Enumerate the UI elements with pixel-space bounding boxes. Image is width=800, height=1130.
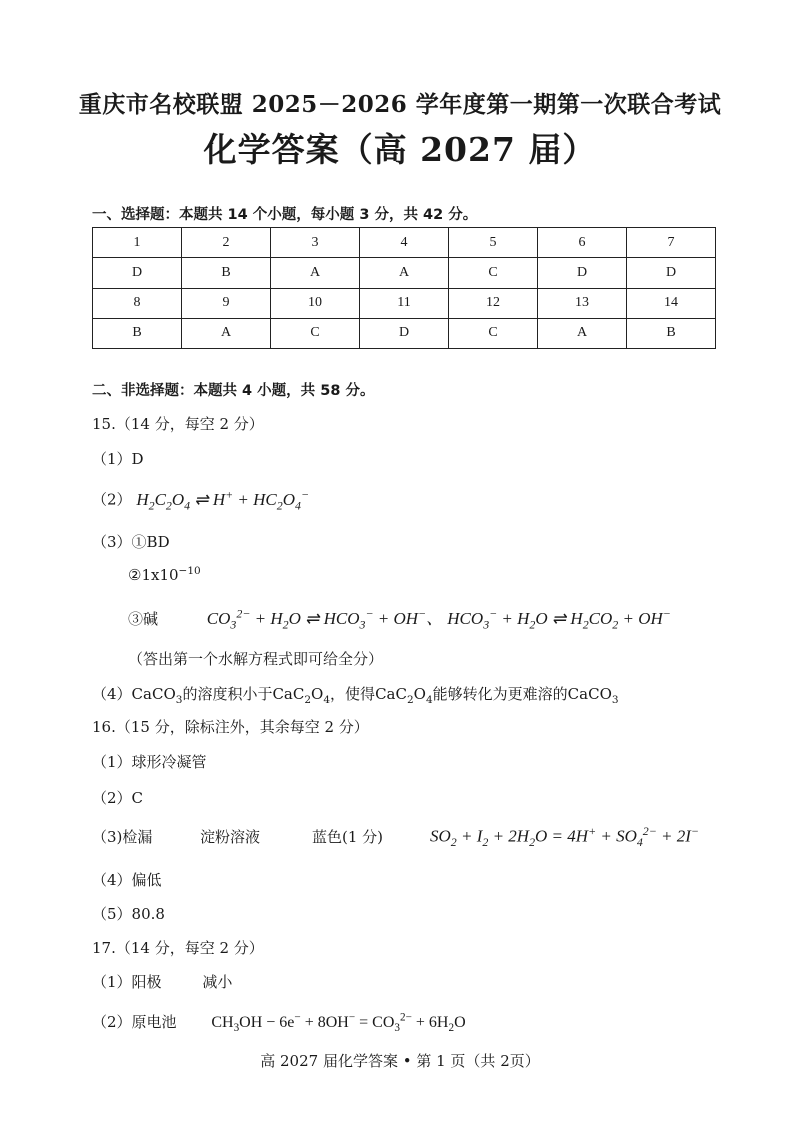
table-cell: D [538,258,627,288]
section1-heading: 一、选择题：本题共 14 个小题，每小题 3 分，共 42 分。 [92,207,478,223]
q15-title: 15.（14 分，每空 2 分） [92,415,264,433]
table-cell: 12 [449,288,538,318]
table-cell: 10 [271,288,360,318]
q15-answer-4-text2: ，使得 [330,685,376,703]
table-row-question-numbers [93,228,716,258]
q16-title: 16.（15 分，除标注外，其余每空 2 分） [92,718,369,736]
table-row-answers [93,258,716,288]
table-cell: 11 [360,288,449,318]
table-cell: D [627,258,716,288]
table-row-answers [93,318,716,348]
choice-answer-table [92,227,716,349]
exam-title: 重庆市名校联盟 2025－2026 学年度第一期第一次联合考试 [78,91,722,118]
q15-answer-3-3 [128,604,671,632]
q17-answer-1-b: 减小 [202,973,233,991]
q16-answer-5: （5）80.8 [92,905,165,923]
q17-answer-2-label: （2）原电池 [92,1013,177,1031]
table-cell: B [93,318,182,348]
table-cell: C [449,258,538,288]
q17-answer-2 [92,1011,466,1034]
table-cell: A [538,318,627,348]
table-cell: 3 [271,228,360,258]
q15-ksp-value: ②1x10 [128,566,179,584]
table-cell: B [627,318,716,348]
table-cell: D [360,318,449,348]
table-cell: 2 [182,228,271,258]
table-cell: 8 [93,288,182,318]
table-cell: 7 [627,228,716,258]
q15-answer-3-3-label: ③碱 [128,610,159,628]
q17-equation: $CH_3OH - 6e^- + 8OH^- = CO_3^{2-} + 6H_2O$ [211,1011,466,1035]
q16-equation: $SO_2 + I_2 + 2H_2O = 4H^+ + SO_4^{2-} + 2I^-$ [430,824,699,850]
q17-answer-1 [92,971,232,992]
table-cell: 1 [93,228,182,258]
q15-note: （答出第一个水解方程式即可给全分） [128,650,384,668]
q15-answer-2 [92,487,309,513]
q17-title: 17.（14 分，每空 2 分） [92,939,264,957]
q15-answer-4-label: （4） [92,685,132,703]
table-cell: 14 [627,288,716,318]
q16-answer-1: （1）球形冷凝管 [92,753,207,771]
table-cell: 4 [360,228,449,258]
table-cell: D [93,258,182,288]
q15-equation-2: $CO_3^{2-} + H_2O$ ⇌ $HCO_3^- + OH^-$、 $HCO_3^- + H_2O$ ⇌ $H_2CO_2 + OH^-$ [206,606,671,632]
q15-equation-1: $H_2C_2O_4$ ⇌ $H^+ + HC_2O_4^-$ [136,487,309,513]
q16-color: 蓝色(1 分) [312,828,384,846]
q15-answer-4: （4）CaCO$_3$的溶度积小于$CaC_2O_4$，使得$CaC_2O_4$能够转化为更难溶的CaCO$_3$ [92,685,619,706]
q15-answer-4-text: 的溶度积小于 [182,685,273,703]
answer-title: 化学答案（高 2027 届） [203,130,597,169]
q15-answer-4-text3: 能够转化为更难溶的 [432,685,568,703]
q17-answer-1-label: （1）阳极 [92,973,162,991]
table-cell: B [182,258,271,288]
table-cell: 6 [538,228,627,258]
table-cell: C [449,318,538,348]
section2-heading: 二、非选择题：本题共 4 小题，共 58 分。 [92,383,375,399]
table-cell: 9 [182,288,271,318]
q16-answer-2: （2）C [92,789,144,807]
q15-answer-3: （3）①BD [92,533,170,551]
table-cell: A [360,258,449,288]
q16-answer-4: （4）偏低 [92,871,162,889]
table-cell: C [271,318,360,348]
q15-answer-3-2 [128,565,201,584]
table-cell: A [182,318,271,348]
table-cell: 5 [449,228,538,258]
table-cell: A [271,258,360,288]
q16-indicator: 淀粉溶液 [200,828,261,846]
q15-answer-2-label: （2） [92,490,132,509]
q15-answer-1: （1）D [92,450,144,468]
table-row-question-numbers [93,288,716,318]
table-cell: 13 [538,288,627,318]
q16-answer-3-label: （3)检漏 [92,828,153,846]
page-footer: 高 2027 届化学答案 • 第 1 页（共 2页） [260,1052,540,1070]
q16-answer-3 [92,824,732,850]
q15-ksp-exponent: −10 [178,565,201,577]
